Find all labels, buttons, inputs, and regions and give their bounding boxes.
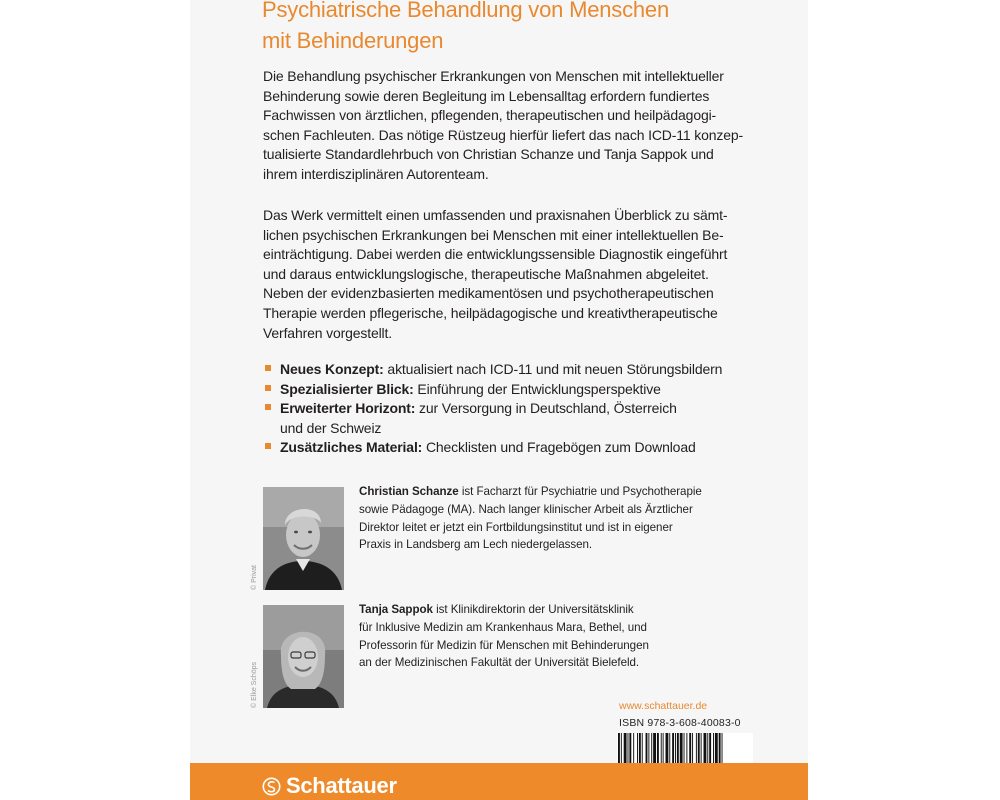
book-title-line-1: Psychiatrische Behandlung von Menschen — [262, 0, 669, 22]
feature-label: Zusätzliches Material: — [280, 439, 423, 456]
intro-line: schen Fachleuten. Das nötige Rüstzeug hierfür liefert das nach ICD-11 konzep- — [263, 126, 744, 143]
author-bio-schanze — [359, 483, 779, 554]
overview-line: einträchtigung. Dabei werden die entwicklungssensible Diagnostik eingeführt — [263, 246, 728, 263]
feature-list — [263, 360, 743, 458]
barcode-icon — [617, 733, 753, 763]
intro-line: tualisierte Standardlehrbuch von Christian Schanze und Tanja Sappok und — [263, 146, 714, 163]
feature-text-continuation: und der Schweiz — [280, 419, 382, 436]
bullet-square-icon — [265, 443, 271, 449]
woman-portrait-icon — [263, 605, 344, 708]
intro-line: Fachwissen von ärztlichen, pflegenden, therapeutischen und heilpädagogi- — [263, 107, 717, 124]
author-bio-text: ist Klinikdirektorin der Universitätsklinik — [432, 603, 634, 616]
overview-line: Therapie werden pflegerische, heilpädagogische und kreativtherapeutische — [263, 304, 718, 321]
man-portrait-icon — [263, 487, 344, 590]
author-bio-line: Professorin für Medizin für Menschen mit Behinderungen — [359, 638, 649, 652]
intro-line: ihrem interdisziplinären Autorenteam. — [263, 165, 489, 182]
publisher-name: Schattauer — [286, 773, 397, 798]
schattauer-logo-icon — [262, 777, 281, 796]
overview-line: Neben der evidenzbasierten medikamentösen und psychotherapeutischen — [263, 285, 714, 302]
feature-text: zur Versorgung in Deutschland, Österreich — [415, 400, 677, 417]
feature-item — [263, 380, 743, 400]
photo-credit: © Elke Schöps — [251, 661, 258, 708]
feature-text: Einführung der Entwicklungsperspektive — [413, 380, 661, 397]
overview-line: Verfahren vorgestellt. — [263, 324, 392, 341]
bullet-square-icon — [265, 365, 271, 371]
feature-item — [263, 438, 743, 458]
feature-text: Checklisten und Fragebögen zum Download — [422, 439, 696, 456]
author-bio-line: an der Medizinischen Fakultät der Universität Bielefeld. — [359, 656, 640, 670]
publisher-website[interactable]: www.schattauer.de — [619, 700, 708, 712]
author-photo-sappok — [263, 605, 344, 708]
feature-label: Spezialisierter Blick: — [280, 380, 414, 397]
isbn-number: ISBN 978-3-608-40083-0 — [619, 717, 741, 729]
intro-line: Die Behandlung psychischer Erkrankungen von Menschen mit intellektueller — [263, 68, 724, 84]
intro-line: Behinderung sowie deren Begleitung im Lebensalltag erfordern fundiertes — [263, 87, 710, 104]
overview-line: lichen psychischen Erkrankungen bei Menschen mit einer intellektuellen Be- — [263, 226, 724, 243]
author-photo-schanze — [263, 487, 344, 590]
overview-line: Das Werk vermittelt einen umfassenden und praxisnahen Überblick zu sämt- — [263, 207, 728, 223]
publisher-band — [190, 763, 808, 800]
overview-paragraph — [263, 206, 753, 343]
intro-paragraph — [263, 67, 753, 185]
feature-item — [263, 399, 743, 438]
author-bio-line: sowie Pädagoge (MA). Nach langer klinischer Arbeit als Ärztlicher — [359, 502, 693, 516]
book-title — [262, 0, 782, 56]
author-bio-line: Direktor leitet er jetzt ein Fortbildungsinstitut und ist in eigener — [359, 520, 673, 534]
book-title-line-2: mit Behinderungen — [262, 28, 444, 53]
barcode — [617, 733, 753, 763]
feature-label: Erweiterter Horizont: — [280, 400, 416, 417]
photo-credit: © Privat — [251, 565, 258, 590]
author-bio-sappok — [359, 601, 779, 672]
feature-label: Neues Konzept: — [280, 361, 384, 377]
author-name: Christian Schanze — [359, 485, 459, 498]
overview-line: und daraus entwicklungslogische, therapeutische Maßnahmen abgeleitet. — [263, 265, 709, 282]
author-bio-line: für Inklusive Medizin am Krankenhaus Mara, Bethel, und — [359, 620, 647, 634]
bullet-square-icon — [265, 404, 271, 410]
author-name: Tanja Sappok — [359, 603, 433, 616]
feature-text: aktualisiert nach ICD-11 und mit neuen Störungsbildern — [383, 361, 723, 377]
bullet-square-icon — [265, 385, 271, 391]
author-bio-line: Praxis in Landsberg am Lech niedergelassen. — [359, 538, 593, 552]
feature-item — [263, 360, 743, 380]
author-bio-text: ist Facharzt für Psychiatrie und Psychotherapie — [458, 485, 702, 498]
